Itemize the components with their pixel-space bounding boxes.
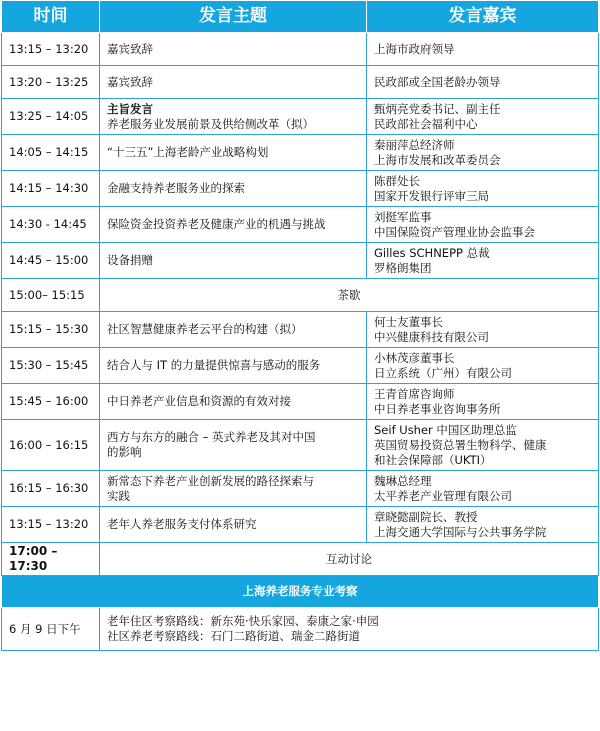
header-row [2,1,599,33]
agenda-topic-line: 中日养老产业信息和资源的有效对接 [107,394,291,408]
agenda-topic-line: 老年人养老服务支付体系研究 [107,517,257,531]
agenda-topic-line: 结合人与 IT 的力量提供惊喜与感动的服务 [107,358,321,372]
visit-route-line: 社区养老考察路线：石门二路街道、瑞金二路街道 [107,629,360,643]
agenda-topic [100,384,367,420]
agenda-row [2,384,599,420]
agenda-speaker [367,312,599,348]
agenda-time: 16:15 – 16:30 [2,471,100,507]
agenda-body [2,33,599,651]
break-row [2,279,599,312]
header-speaker: 发言嘉宾 [367,1,599,33]
agenda-speaker-line: 刘挺军监事 [374,209,432,224]
visit-routes [100,608,599,651]
visit-date: 6 月 9 日下午 [2,608,100,651]
agenda-speaker-line: 小林茂彦董事长 [374,350,455,365]
agenda-topic [100,243,367,279]
break-label: 茶歇 [100,279,599,312]
agenda-speaker-line: 罗格朗集团 [374,260,432,275]
agenda-speaker-line: 中兴健康科技有限公司 [374,329,489,344]
agenda-topic-line: 养老服务业发展前景及供给侧改革（拟） [107,116,314,131]
agenda-topic-line: 社区智慧健康养老云平台的构建（拟） [107,322,303,336]
agenda-speaker [367,99,599,135]
agenda-speaker-line: 民政部社会福利中心 [374,116,478,131]
agenda-time: 15:15 – 15:30 [2,312,100,348]
agenda-row [2,33,599,66]
agenda-row [2,348,599,384]
agenda-topic [100,471,367,507]
agenda-topic [100,420,367,471]
agenda-topic-line: 保险资金投资养老及健康产业的机遇与挑战 [107,217,326,231]
agenda-speaker-line: 甄炳亮党委书记、副主任 [374,101,501,116]
agenda-topic-line: 嘉宾致辞 [107,41,153,56]
agenda-speaker-line: 日立系统（广州）有限公司 [374,365,512,380]
agenda-time: 16:00 – 16:15 [2,420,100,471]
discussion-time: 17:00 – 17:30 [2,543,100,576]
agenda-topic [100,348,367,384]
agenda-time: 15:30 – 15:45 [2,348,100,384]
agenda-speaker-line: 上海市政府领导 [374,41,455,56]
agenda-speaker-line: 何士友董事长 [374,314,443,329]
agenda-topic-line: 设备捐赠 [107,253,153,267]
agenda-topic-line: “十三五”上海老龄产业战略构划 [107,145,269,159]
agenda-row [2,420,599,471]
agenda-time: 14:45 – 15:00 [2,243,100,279]
agenda-speaker-line: 太平养老产业管理有限公司 [374,488,512,503]
visit-title-row [2,576,599,608]
agenda-speaker [367,243,599,279]
agenda-speaker-line: 中日养老事业咨询事务所 [374,401,501,416]
agenda-row [2,66,599,99]
visit-row [2,608,599,651]
agenda-time: 13:15 – 13:20 [2,33,100,66]
agenda-row [2,207,599,243]
agenda-topic-line: 实践 [107,488,130,503]
discussion-label: 互动讨论 [100,543,599,576]
agenda-speaker [367,420,599,471]
agenda-speaker-line: 章晓懿副院长、教授 [374,509,478,524]
agenda-topic [100,507,367,543]
visit-route-line: 老年住区考察路线：新东苑·快乐家园、泰康之家·申园 [107,614,379,628]
agenda-speaker [367,507,599,543]
agenda-row [2,507,599,543]
agenda-topic-line: 新常态下养老产业创新发展的路径探索与 [107,473,314,488]
agenda-speaker-line: Seif Usher 中国区助理总监 [374,422,517,437]
agenda-speaker-line: Gilles SCHNEPP 总裁 [374,245,490,260]
agenda-speaker-line: 中国保险资产管理业协会监事会 [374,224,535,239]
agenda-topic [100,135,367,171]
agenda-speaker-line: 王青首席咨询师 [374,386,455,401]
agenda-topic-line: 西方与东方的融合 – 英式养老及其对中国 [107,430,316,444]
agenda-time: 13:15 – 13:20 [2,507,100,543]
agenda-topic [100,99,367,135]
agenda-speaker-line: 民政部或全国老龄办领导 [374,74,501,89]
agenda-speaker [367,471,599,507]
agenda-time: 14:05 – 14:15 [2,135,100,171]
agenda-speaker [367,207,599,243]
agenda-topic-line: 的影响 [107,445,142,459]
agenda-topic [100,33,367,66]
discussion-row [2,543,599,576]
agenda-topic [100,207,367,243]
agenda-speaker [367,348,599,384]
agenda-table [1,0,599,651]
agenda-speaker-line: 上海交通大学国际与公共事务学院 [374,524,547,539]
agenda-row [2,171,599,207]
agenda-topic-strong: 主旨发言 [107,101,153,116]
agenda-speaker [367,171,599,207]
agenda-speaker-line: 陈群处长 [374,173,420,188]
agenda-speaker-line: 国家开发银行评审三局 [374,188,489,203]
agenda-speaker [367,135,599,171]
header-time: 时间 [2,1,100,33]
agenda-speaker [367,66,599,99]
agenda-row [2,135,599,171]
agenda-speaker-line: 秦丽萍总经济师 [374,137,455,152]
agenda-topic [100,66,367,99]
agenda-time: 15:45 – 16:00 [2,384,100,420]
agenda-row [2,312,599,348]
agenda-topic [100,312,367,348]
agenda-speaker [367,384,599,420]
agenda-row [2,243,599,279]
agenda-speaker-line: 和社会保障部（UKTI） [374,452,492,467]
agenda-topic-line: 金融支持养老服务业的探索 [107,181,245,195]
agenda-time: 13:25 – 14:05 [2,99,100,135]
agenda-row [2,99,599,135]
agenda-topic-line: 嘉宾致辞 [107,74,153,89]
header-topic: 发言主题 [100,1,367,33]
agenda-speaker-line: 英国贸易投资总署生物科学、健康 [374,437,547,452]
agenda-time: 13:20 – 13:25 [2,66,100,99]
visit-title: 上海养老服务专业考察 [2,576,599,608]
agenda-speaker-line: 上海市发展和改革委员会 [374,152,501,167]
break-time: 15:00– 15:15 [2,279,100,312]
agenda-row [2,471,599,507]
agenda-speaker [367,33,599,66]
agenda-topic [100,171,367,207]
agenda-time: 14:30 - 14:45 [2,207,100,243]
agenda-time: 14:15 – 14:30 [2,171,100,207]
agenda-speaker-line: 魏琳总经理 [374,473,432,488]
